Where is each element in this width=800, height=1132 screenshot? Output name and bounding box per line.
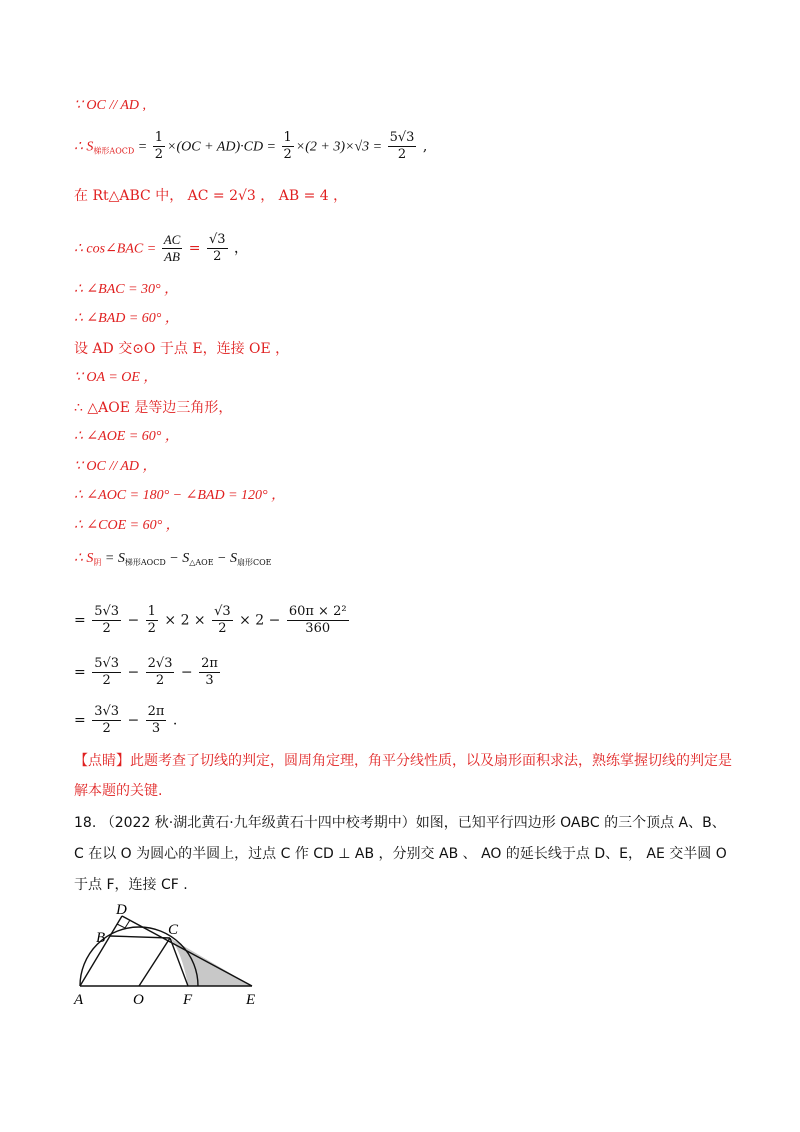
- label-a: A: [74, 992, 84, 1008]
- step-oa-oe: ∵ OA = OE ，: [74, 370, 158, 385]
- fraction-5root3-2: $\frac{5√3}{2}$: [94, 604, 120, 636]
- fraction-half: $\frac{1}{2}$: [147, 604, 156, 636]
- fraction-root3-2: $\frac{√3}{2}$: [214, 604, 231, 636]
- geometry-diagram: [70, 900, 270, 1010]
- fraction-ac-ab: $\frac{AC}{AB}$: [163, 232, 181, 264]
- step-angle-bad: ∴ ∠BAD = 60° ，: [74, 311, 179, 326]
- step-compute-1: = $\frac{5√3}{2}$ − $\frac{1}{2}$ × 2 × $\frac{√3}{2}$ × 2 − $\frac{\text{60π × 2²}}{360}$: [74, 604, 347, 636]
- problem-number: 18.: [74, 815, 97, 831]
- label-e: E: [246, 992, 256, 1008]
- label-d: D: [116, 902, 127, 918]
- fraction-half: $\frac{1}{2}$: [283, 130, 292, 162]
- step-angle-aoe: ∴ ∠AOE = 60° ，: [74, 429, 179, 444]
- fraction-sector: $\frac{\text{60π × 2²}}{360}$: [288, 604, 347, 636]
- line-ad: [80, 916, 122, 986]
- step-oc-parallel-ad: ∵ OC // AD ,: [74, 98, 147, 113]
- line-oc: [139, 938, 170, 986]
- fraction-3root3-2: $\frac{3√3}{2}$: [94, 704, 120, 736]
- label-o: O: [133, 992, 144, 1008]
- step-angle-bac: ∴ ∠BAC = 30° ，: [74, 282, 179, 297]
- fraction-result: $\frac{5√3}{2}$: [389, 130, 415, 162]
- step-angle-coe: ∴ ∠COE = 60° ，: [74, 518, 180, 533]
- fraction-2root3-2: $\frac{2√3}{2}$: [147, 656, 173, 688]
- step-shaded-area: ∴ $S_阴 = S_{梯形AOCD} - S_{\triangle AOE} - S_{扇形COE}$: [74, 551, 272, 567]
- problem-18: [74, 808, 734, 901]
- fraction-5root3-2: $\frac{5√3}{2}$: [94, 656, 120, 688]
- step-compute-3: = $\frac{3√3}{2}$ − $\frac{2\pi}{3}$ .: [74, 704, 178, 736]
- label-f: F: [183, 992, 193, 1008]
- comment-note: 【点睛】此题考查了切线的判定，圆周角定理，角平分线性质，以及扇形面积求法，熟练掌握切线的判定是解本题的关键.: [74, 753, 732, 799]
- step-cos-bac: ∴ cos∠BAC = $\frac{AC}{AB}$ = $\frac{√3}{2}$ ，: [74, 232, 248, 264]
- step-angle-aoc: ∴ ∠AOC = 180° − ∠BAD = 120° ，: [74, 488, 286, 503]
- step-right-triangle: 在 Rt△ABC 中， AC = 2√3 ， AB = 4 ，: [74, 188, 348, 204]
- fraction-2pi-3: $\frac{2\pi}{3}$: [147, 704, 165, 736]
- label-b: B: [96, 930, 106, 946]
- step-intersect-e: 设 AD 交⊙O 于点 E，连接 OE ，: [74, 341, 290, 357]
- step-trapezoid-area: ∴ $S_{梯形AOCD}$ = $\frac{1}{2}$ ×(OC + AD)·CD = $\frac{1}{2}$ ×(2 + 3)×√3 = $\frac{5√3}{2}$ ,: [74, 130, 428, 162]
- step-compute-2: = $\frac{5√3}{2}$ − $\frac{2√3}{2}$ − $\frac{2\pi}{3}$: [74, 656, 218, 688]
- step-oc-parallel-ad-2: ∵ OC // AD ，: [74, 459, 157, 474]
- fraction-2pi-3: $\frac{2\pi}{3}$: [201, 656, 218, 688]
- step-equilateral: ∴ △AOE 是等边三角形，: [74, 400, 233, 416]
- fraction-half: $\frac{1}{2}$: [154, 130, 164, 162]
- problem-text: （2022 秋·湖北黄石·九年级黄石十四中校考期中）如图，已知平行四边形 OABC 的三个顶点 A、B、C 在以 O 为圆心的半圆上，过点 C 作 CD ⊥ AB ，分别交 AB 、 AO 的延长线于点 D、E， AE 交半圆 O 于点 F，连接 CF .: [74, 815, 727, 893]
- label-c: C: [168, 922, 179, 938]
- fraction-root3-2: $\frac{√3}{2}$: [208, 232, 226, 264]
